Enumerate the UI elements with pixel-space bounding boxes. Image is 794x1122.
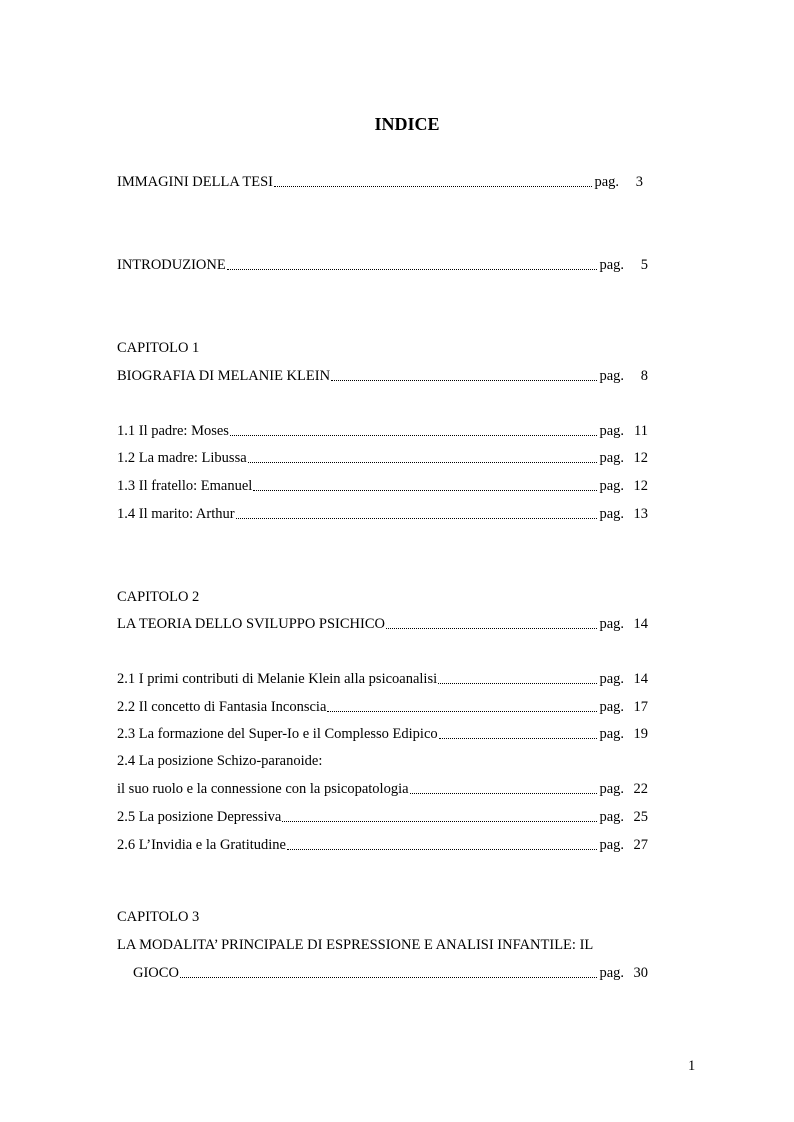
toc-entry-1-1[interactable]	[117, 422, 648, 440]
toc-entry-page: 19	[633, 726, 648, 742]
toc-entry-label: INTRODUZIONE	[117, 257, 226, 273]
dot-leader	[227, 256, 598, 274]
toc-entry-page: 30	[633, 965, 648, 981]
toc-entry-page: 12	[633, 450, 648, 466]
dot-leader	[180, 964, 598, 982]
toc-entry-pag: pag.	[594, 174, 619, 190]
toc-entry-pag: pag.	[599, 368, 624, 384]
toc-entry-label: LA TEORIA DELLO SVILUPPO PSICHICO	[117, 616, 386, 632]
toc-entry-label: il suo ruolo e la connessione con la psicopatologia	[117, 781, 409, 797]
toc-entry-page: 27	[633, 837, 648, 853]
dot-leader	[253, 477, 597, 495]
toc-entry-biografia[interactable]	[117, 367, 648, 385]
page-number: 1	[688, 1058, 696, 1074]
toc-entry-page: 3	[635, 174, 643, 190]
toc-entry-label: 2.1 I primi contributi di Melanie Klein alla psicoanalisi	[117, 671, 438, 687]
toc-entry-label: IMMAGINI DELLA TESI	[117, 174, 273, 190]
toc-entry-page: 25	[633, 809, 648, 825]
toc-entry-pag: pag.	[599, 699, 624, 715]
toc-entry-pag: pag.	[599, 506, 624, 522]
toc-entry-page: 17	[633, 699, 648, 715]
toc-entry-label: GIOCO	[133, 965, 179, 981]
toc-entry-introduzione[interactable]	[117, 256, 648, 274]
toc-entry-label: 1.4 Il marito: Arthur	[117, 506, 235, 522]
toc-entry-gioco[interactable]	[133, 964, 648, 982]
toc-entry-2-6[interactable]	[117, 836, 648, 854]
chapter-heading-3: CAPITOLO 3	[117, 909, 200, 925]
toc-entry-page: 8	[640, 368, 648, 384]
toc-entry-label: 1.3 Il fratello: Emanuel	[117, 478, 253, 494]
toc-entry-teoria[interactable]	[117, 615, 648, 633]
toc-entry-2-2[interactable]	[117, 698, 648, 716]
page-title: INDICE	[374, 114, 440, 134]
toc-entry-label: 1.1 Il padre: Moses	[117, 423, 229, 439]
toc-entry-pag: pag.	[599, 423, 624, 439]
toc-entry-label: BIOGRAFIA DI MELANIE KLEIN	[117, 368, 331, 384]
toc-entry-pag: pag.	[599, 809, 624, 825]
toc-entry-2-4[interactable]	[117, 780, 648, 798]
toc-entry-page: 11	[634, 423, 648, 439]
toc-entry-page: 12	[633, 478, 648, 494]
toc-entry-pag: pag.	[599, 726, 624, 742]
toc-entry-label: 2.5 La posizione Depressiva	[117, 809, 282, 825]
toc-entry-label: 1.2 La madre: Libussa	[117, 450, 247, 466]
toc-entry-page: 22	[633, 781, 648, 797]
toc-entry-page: 13	[633, 506, 648, 522]
dot-leader	[230, 422, 597, 440]
toc-entry-pag: pag.	[599, 616, 624, 632]
dot-leader	[386, 615, 597, 633]
toc-entry-pag: pag.	[599, 837, 624, 853]
dot-leader	[410, 780, 598, 798]
dot-leader	[439, 725, 598, 743]
dot-leader	[282, 808, 597, 826]
dot-leader	[327, 698, 597, 716]
toc-entry-2-5[interactable]	[117, 808, 648, 826]
dot-leader	[274, 173, 592, 191]
toc-entry-1-4[interactable]	[117, 505, 648, 523]
toc-entry-page: 14	[633, 616, 648, 632]
chapter-heading-1: CAPITOLO 1	[117, 340, 200, 356]
toc-entry-pag: pag.	[599, 450, 624, 466]
toc-entry-page: 5	[640, 257, 648, 273]
dot-leader	[248, 449, 598, 467]
toc-entry-pag: pag.	[599, 671, 624, 687]
toc-entry-page: 14	[633, 671, 648, 687]
toc-entry-2-3[interactable]	[117, 725, 648, 743]
toc-entry-label: 2.3 La formazione del Super-Io e il Complesso Edipico	[117, 726, 438, 742]
toc-entry-pag: pag.	[599, 965, 624, 981]
toc-entry-1-3[interactable]	[117, 477, 648, 495]
toc-entry-2-4-heading[interactable]: 2.4 La posizione Schizo-paranoide:	[117, 753, 323, 769]
chapter-3-title[interactable]: LA MODALITA’ PRINCIPALE DI ESPRESSIONE E ANALISI INFANTILE: IL	[117, 937, 594, 953]
toc-entry-pag: pag.	[599, 478, 624, 494]
dot-leader	[331, 367, 597, 385]
dot-leader	[438, 670, 597, 688]
toc-entry-label: 2.2 Il concetto di Fantasia Inconscia	[117, 699, 327, 715]
toc-entry-2-1[interactable]	[117, 670, 648, 688]
toc-entry-pag: pag.	[599, 781, 624, 797]
dot-leader	[287, 836, 597, 854]
toc-entry-immagini[interactable]	[117, 173, 643, 191]
toc-entry-1-2[interactable]	[117, 449, 648, 467]
chapter-heading-2: CAPITOLO 2	[117, 589, 200, 605]
toc-entry-pag: pag.	[599, 257, 624, 273]
dot-leader	[236, 505, 598, 523]
toc-entry-label: 2.6 L’Invidia e la Gratitudine	[117, 837, 286, 853]
